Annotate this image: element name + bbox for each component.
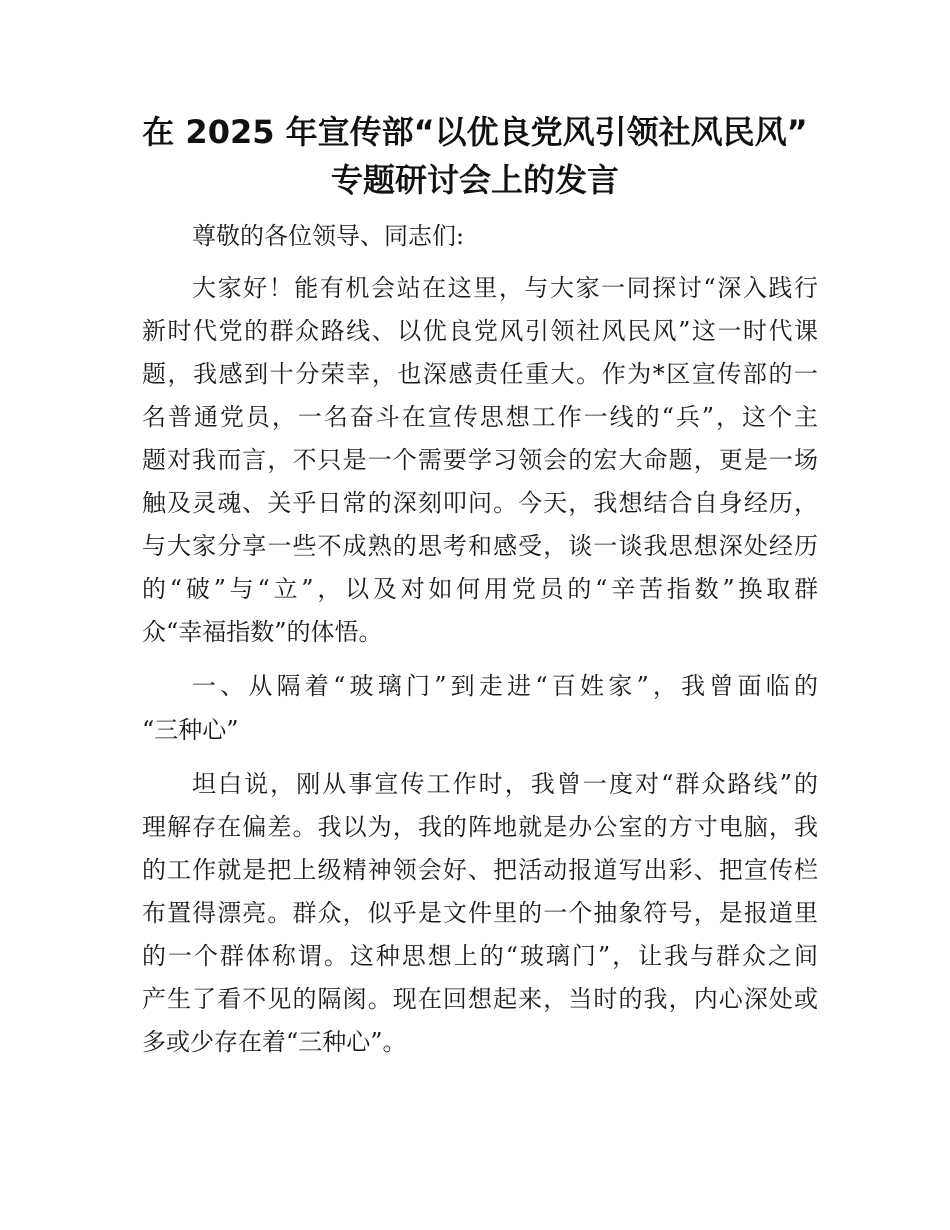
paragraph-1-line: 与大家分享一些不成熟的思考和感受，谈一谈我思想深处经历 (142, 532, 818, 560)
paragraph-2-line: 多或少存在着“三种心”。 (142, 1028, 407, 1056)
paragraph-1-line: 触及灵魂、关乎日常的深刻叩问。今天，我想结合自身经历， (142, 489, 818, 517)
paragraph-1-line: 的“破”与“立”，以及对如何用党员的“辛苦指数”换取群 (142, 575, 818, 603)
section-heading-line: “三种心” (142, 716, 239, 744)
paragraph-1-line: 题，我感到十分荣幸，也深感责任重大。作为*区宣传部的一 (142, 360, 818, 388)
paragraph-2-line: 坦白说，刚从事宣传工作时，我曾一度对“群众路线”的 (192, 770, 818, 798)
paragraph-2-line: 理解存在偏差。我以为，我的阵地就是办公室的方寸电脑，我 (142, 813, 818, 841)
section-heading-line: 一、从隔着“玻璃门”到走进“百姓家”，我曾面临的 (192, 672, 818, 700)
paragraph-2-line: 产生了看不见的隔阂。现在回想起来，当时的我，内心深处或 (142, 985, 818, 1013)
paragraph-1-line: 名普通党员，一名奋斗在宣传思想工作一线的“兵”，这个主 (142, 403, 818, 431)
paragraph-1-line: 新时代党的群众路线、以优良党风引领社风民风”这一时代课 (142, 317, 818, 345)
document-title-line-2: 专题研讨会上的发言 (330, 161, 619, 199)
paragraph-1-line: 题对我而言，不只是一个需要学习领会的宏大命题，更是一场 (142, 446, 818, 474)
salutation: 尊敬的各位领导、同志们: (192, 222, 465, 250)
paragraph-2-line: 布置得漂亮。群众，似乎是文件里的一个抽象符号，是报道里 (142, 899, 818, 927)
paragraph-2-line: 的工作就是把上级精神领会好、把活动报道写出彩、把宣传栏 (142, 856, 818, 884)
paragraph-1-line: 众“幸福指数”的体悟。 (142, 618, 383, 646)
document-title-line-1: 在 2025 年宣传部“以优良党风引领社风民风” (142, 113, 808, 151)
paragraph-2-line: 的一个群体称谓。这种思想上的“玻璃门”，让我与群众之间 (142, 942, 818, 970)
paragraph-1-line: 大家好！能有机会站在这里，与大家一同探讨“深入践行 (192, 274, 818, 302)
